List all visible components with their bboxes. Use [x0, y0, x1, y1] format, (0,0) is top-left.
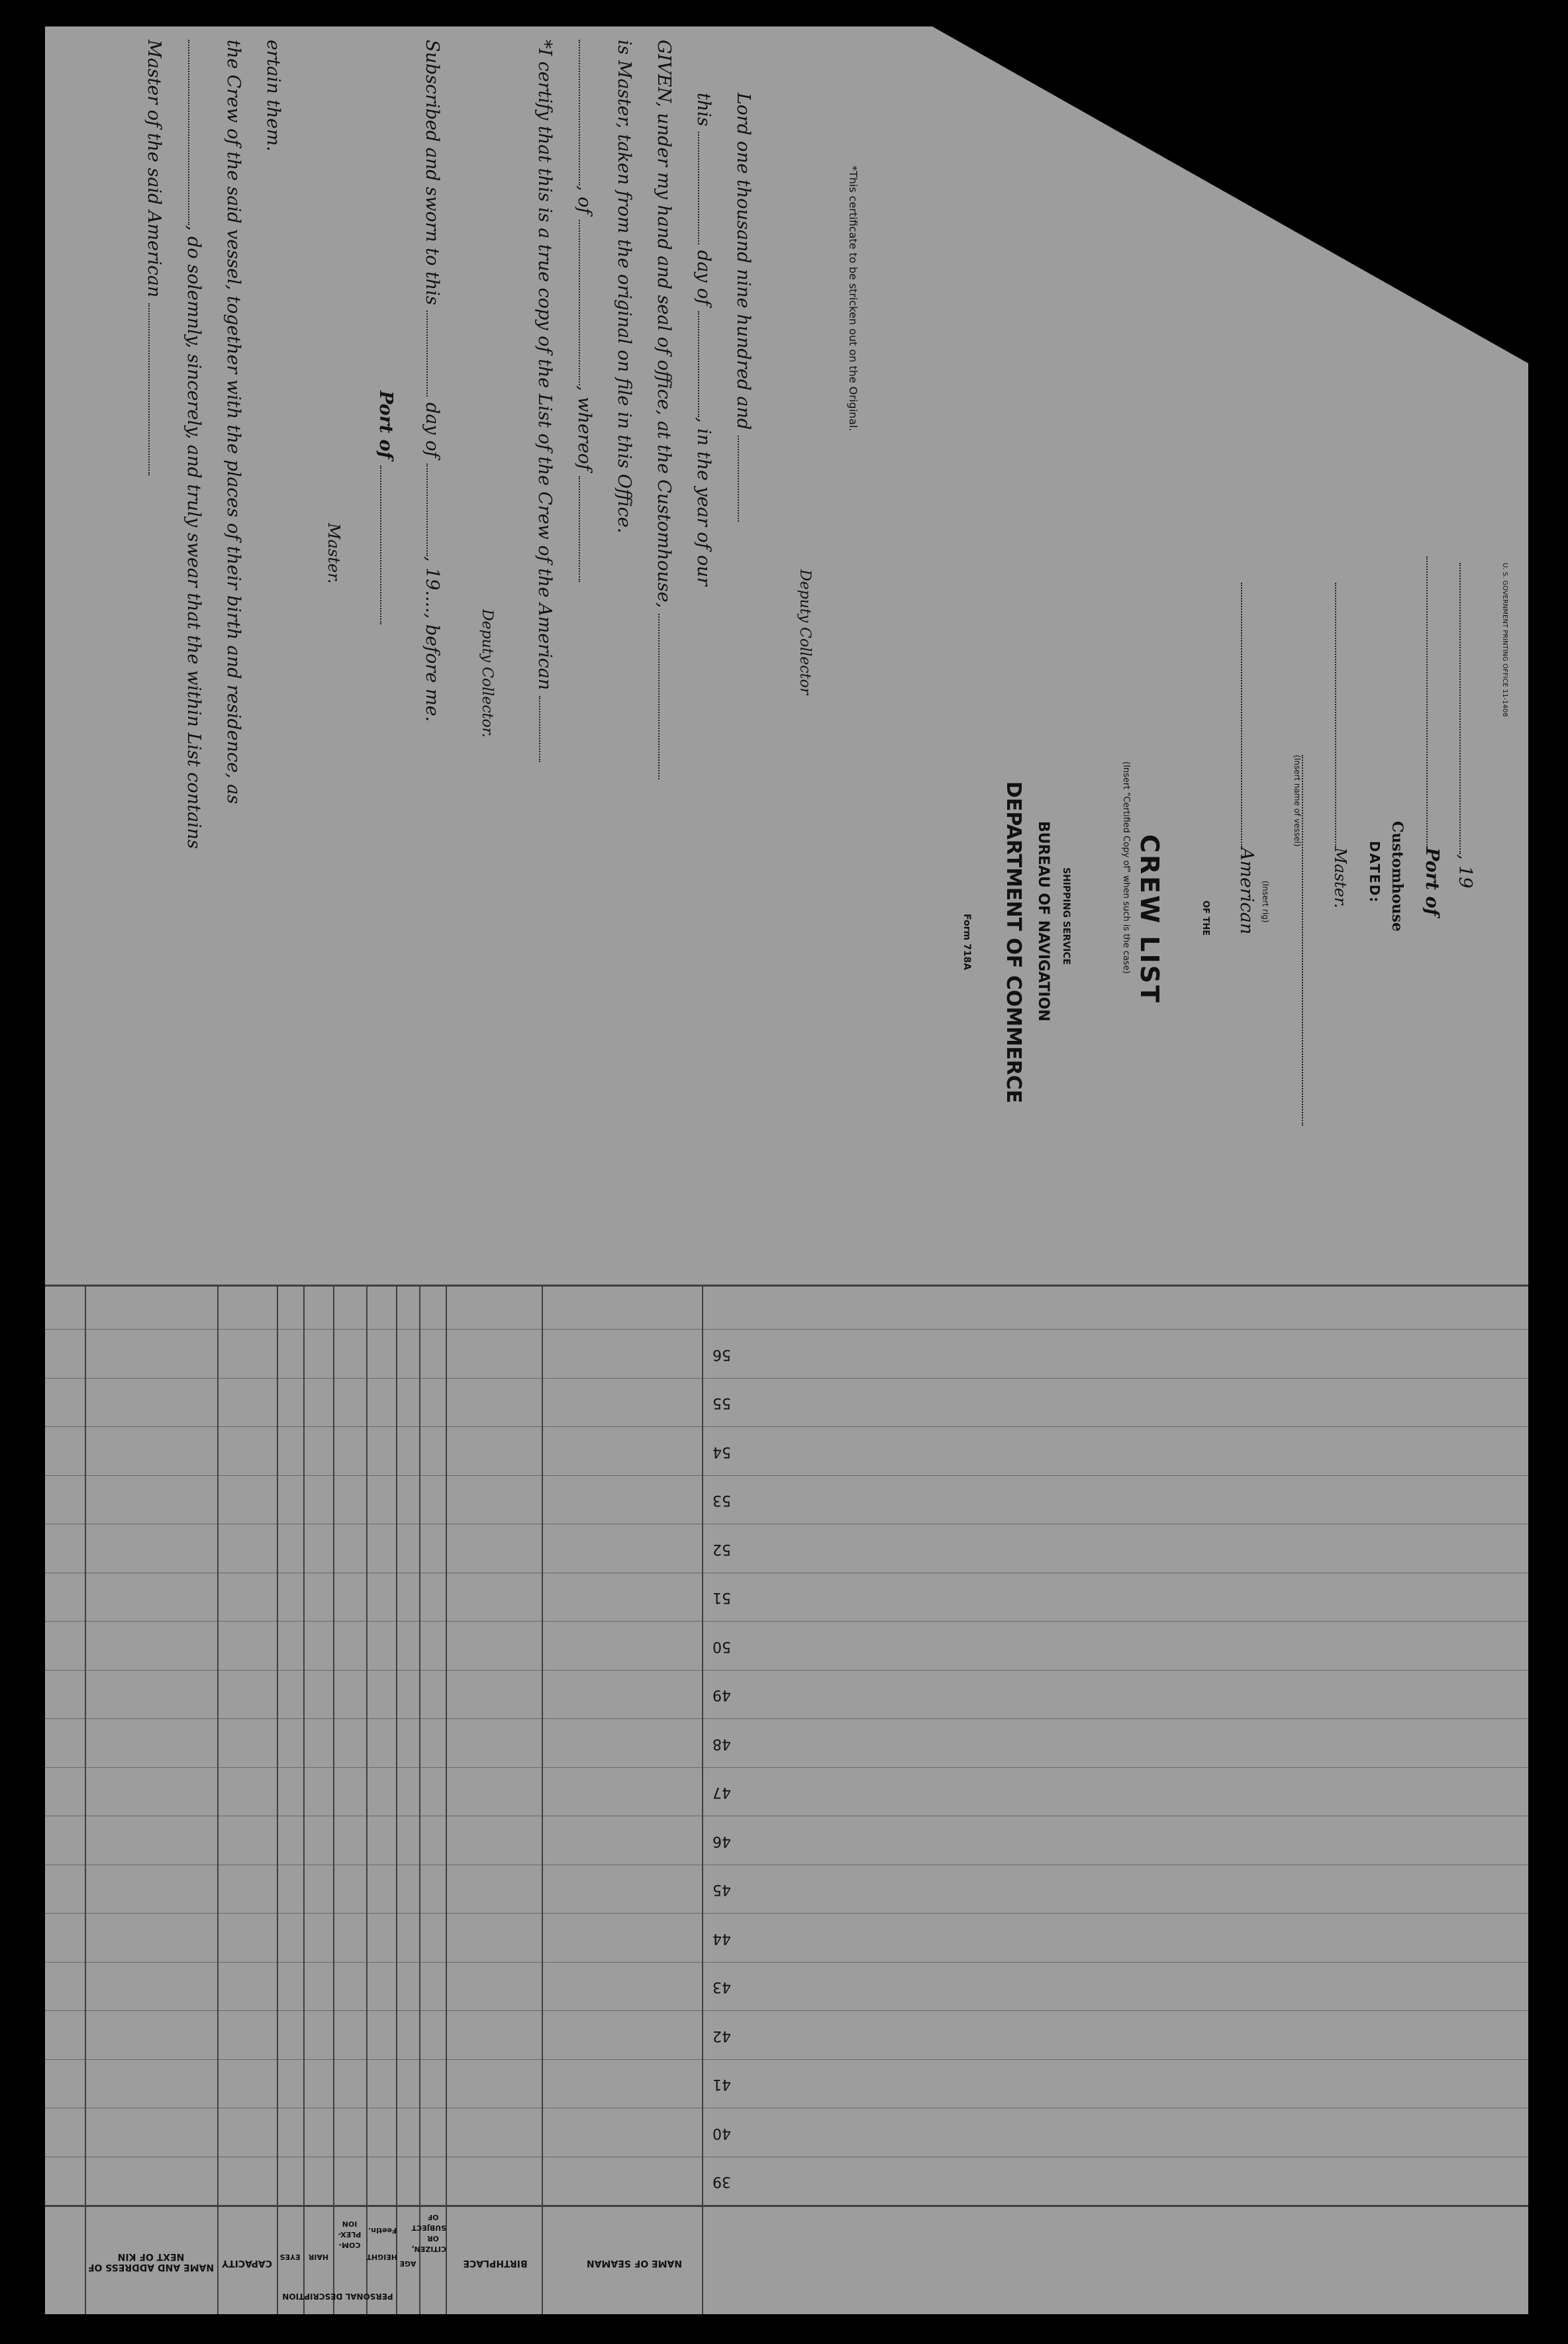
- dated: [1367, 841, 1383, 903]
- blank: [1335, 583, 1336, 848]
- blank: [698, 311, 699, 417]
- insert-note: [1121, 761, 1131, 974]
- blank: [426, 311, 428, 397]
- header-birthplace: BIRTHPLACE: [463, 2258, 528, 2269]
- header-height: HEIGHT: [366, 2253, 397, 2261]
- blank: [380, 465, 381, 624]
- insert-rig-text: (Insert rig): [1261, 881, 1270, 923]
- master-label: Master.: [324, 523, 343, 584]
- col-line: [542, 1285, 543, 2314]
- cert-line2-text: do solemnly, sincerely, and truly swear that the within List contains: [183, 236, 204, 849]
- form-no-text: Form 718A: [961, 914, 972, 971]
- of-whereof-line: , of , whereof: [574, 40, 595, 582]
- blank: [539, 696, 540, 762]
- row-line: [45, 1670, 1528, 1671]
- bureau: [1035, 821, 1052, 1022]
- footnote: [847, 166, 859, 431]
- row-number: 51: [712, 1589, 731, 1606]
- row-line: [45, 1913, 1528, 1914]
- row-line: [45, 2059, 1528, 2060]
- header-next-of-kin: NAME AND ADDRESS OF NEXT OF KIN: [87, 2251, 215, 2272]
- subscribed-line: Subscribed and sworn to this day of , 19...., before me.: [422, 40, 442, 722]
- cert-line3-text: the Crew of the said vessel, together with the places of their birth and residence, as: [223, 40, 244, 805]
- blank: [148, 303, 150, 475]
- row-number: 48: [712, 1735, 731, 1752]
- cert-line1-text: Master of the said American: [144, 40, 164, 298]
- lord-text: Lord one thousand nine hundred and: [733, 93, 754, 430]
- crew-list-text: CREW LIST: [1135, 834, 1164, 1004]
- header-capacity: CAPACITY: [221, 2258, 273, 2269]
- year-19: 19: [422, 567, 442, 591]
- row-number: 39: [712, 2173, 731, 2190]
- row-line: [45, 1426, 1528, 1427]
- header-complexion: COM-PLEX-ION: [338, 2220, 362, 2249]
- row-number: 54: [712, 1443, 731, 1460]
- department-text: DEPARTMENT OF COMMERCE: [1002, 781, 1025, 1104]
- cover-port-text: Port of: [1422, 848, 1442, 916]
- col-line: [303, 1285, 305, 2314]
- col-line: [366, 1285, 368, 2314]
- cover-year-text: , 19: [1455, 854, 1475, 889]
- row-line: [45, 1767, 1528, 1768]
- of-label: of: [574, 197, 595, 215]
- upper-section: [45, 26, 1528, 1285]
- customhouse: [1389, 821, 1406, 932]
- given-line: [654, 40, 674, 779]
- cert-line2: , do solemnly, sincerely, and truly swear that the within List contains: [183, 40, 204, 849]
- blank: [579, 476, 580, 582]
- lord-line: [733, 93, 754, 522]
- row-line: [45, 1475, 1528, 1476]
- row-number: 41: [712, 2076, 731, 2093]
- cert-line1: [144, 40, 164, 475]
- master-sign: [324, 523, 343, 584]
- insert-name-text: (Insert name of vessel): [1293, 755, 1302, 847]
- row-line: [45, 1378, 1528, 1379]
- col-line: [85, 1285, 86, 2314]
- row-line: [45, 1329, 1528, 1330]
- row-number: 50: [712, 1637, 731, 1655]
- cert-line3: [223, 40, 244, 804]
- col-line: [217, 1285, 219, 2314]
- col-line: [277, 1285, 278, 2314]
- blank: [658, 614, 660, 779]
- row-line: [45, 1962, 1528, 1963]
- deputy-1: [479, 609, 495, 738]
- printer-text: U. S. GOVERNMENT PRINTING OFFICE 11-1408: [1501, 563, 1508, 717]
- blank: [188, 40, 189, 225]
- deputy-2: [797, 569, 813, 695]
- customhouse-text: Customhouse: [1389, 821, 1406, 932]
- service: [1061, 867, 1071, 965]
- header-name: NAME OF SEAMAN: [586, 2258, 683, 2269]
- service-text: SHIPPING SERVICE: [1061, 867, 1071, 965]
- of-the-text: OF THE: [1200, 901, 1210, 936]
- day-of: day of: [422, 402, 442, 458]
- row-number: 40: [712, 2124, 731, 2141]
- row-number: 56: [712, 1345, 731, 1363]
- of-the: [1200, 901, 1210, 936]
- blank: [1426, 556, 1428, 848]
- blank: [738, 436, 739, 522]
- col-line: [333, 1285, 334, 2314]
- row-number: 46: [712, 1832, 731, 1849]
- blank: [1459, 563, 1461, 854]
- true-copy-text: *I certify that this is a true copy of the List of the Crew of the American: [534, 40, 555, 691]
- row-number: 45: [712, 1881, 731, 1898]
- cert-line4-text: ertain them.: [263, 40, 283, 152]
- header-eyes: EYES: [279, 2253, 301, 2261]
- port-of-label: Port of: [375, 391, 396, 460]
- master-line: [1331, 583, 1349, 908]
- insert-rig: [1261, 881, 1270, 922]
- row-number: 49: [712, 1686, 731, 1704]
- header-citizen: CITIZEN, OR SUBJECT OF: [411, 2213, 446, 2253]
- dated-text: DATED:: [1367, 841, 1383, 904]
- is-master-line: [614, 40, 634, 533]
- row-line: [45, 2010, 1528, 2011]
- deputy-collector-label: Deputy Collector.: [479, 609, 495, 738]
- cover-master-text: Master.: [1331, 848, 1349, 908]
- bureau-text: BUREAU OF NAVIGATION: [1035, 821, 1052, 1022]
- header-feet: Feet: [378, 2226, 397, 2235]
- header-in: In.: [368, 2226, 379, 2235]
- row-number: 52: [712, 1540, 731, 1557]
- col-line: [419, 1285, 420, 2314]
- insert-name: [1293, 755, 1303, 1126]
- row-number: 47: [712, 1784, 731, 1801]
- col-line: [446, 1285, 447, 2314]
- crew-list-title: [1135, 834, 1164, 1004]
- header-border: [45, 2205, 1528, 2207]
- row-line: [45, 1621, 1528, 1622]
- printer: [1501, 563, 1508, 717]
- col-line: [396, 1285, 397, 2314]
- deputy-collector-2-label: Deputy Collector: [797, 569, 813, 695]
- row-number: 42: [712, 2027, 731, 2044]
- before-me: before me.: [422, 624, 442, 722]
- blank: [426, 464, 428, 556]
- footnote-text: *This certificate to be stricken out on the Original.: [847, 166, 859, 432]
- insert-note-text: (Insert "Certified Copy of" when such is the case): [1121, 761, 1131, 974]
- day-of-2: day of: [693, 250, 714, 306]
- subscribed-text: Subscribed and sworn to this: [422, 40, 442, 305]
- header-hair: HAIR: [308, 2253, 329, 2261]
- header-personal-description: PERSONAL DESCRIPTION: [282, 2292, 393, 2301]
- crew-table: [45, 1285, 1528, 2314]
- blank: [1302, 755, 1303, 1126]
- blank: [1241, 583, 1242, 848]
- true-copy-line: [534, 40, 555, 762]
- table-top-border: [45, 1285, 1528, 1287]
- row-number: 53: [712, 1492, 731, 1509]
- this-label: this: [693, 93, 714, 126]
- american-text: American: [1236, 848, 1257, 935]
- port-of-line: [375, 391, 396, 624]
- department: [1002, 781, 1025, 1103]
- row-number: 44: [712, 1929, 731, 1947]
- blank: [579, 40, 580, 185]
- row-number: 55: [712, 1394, 731, 1412]
- cert-line4: [263, 40, 283, 152]
- row-line: [45, 1718, 1528, 1719]
- cover-year: [1455, 563, 1475, 889]
- row-number: 43: [712, 1978, 731, 1996]
- cover-port: [1422, 556, 1442, 916]
- given-text: GIVEN, under my hand and seal of office, at the Customhouse,: [654, 40, 674, 609]
- in-year: in the year of our: [693, 428, 714, 586]
- form-number: [961, 914, 972, 970]
- blank: [579, 220, 580, 385]
- american-line: [1236, 583, 1257, 934]
- whereof-label: whereof: [574, 397, 595, 471]
- is-master-text: is Master, taken from the original on file in this Office.: [614, 40, 634, 534]
- this-day-line: this day of , in the year of our: [693, 93, 714, 586]
- header-age: AGE: [399, 2259, 416, 2268]
- blank: [698, 132, 699, 244]
- col-line: [702, 1285, 703, 2314]
